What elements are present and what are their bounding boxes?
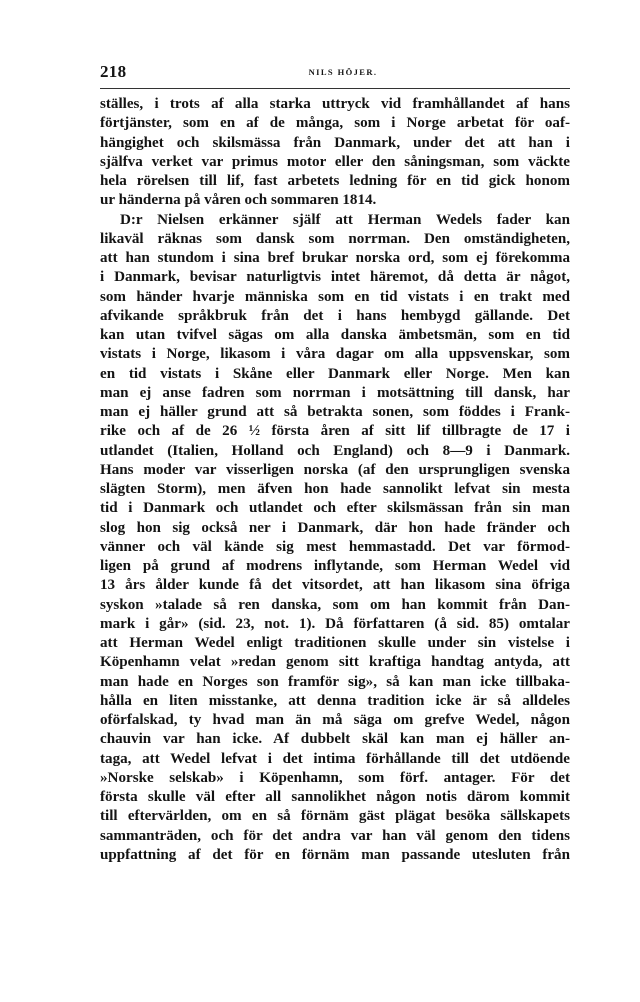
text-line: Hans moder var visserligen norska (af den ursprungligen svenska [100,461,570,478]
text-line: själfva verket var primus motor eller den såningsman, som väckte [100,153,570,170]
text-line: att Herman Wedel enligt traditionen skulle under sin vistelse i [100,635,570,651]
text-line: utlandet (Italien, Holland och England) och 8—9 i Danmark. [100,442,570,459]
running-head: NILS HÖJER. [308,67,378,77]
text-line: ur händerna på våren och sommaren 1814. [100,192,377,209]
text-line: »Norske selskab» i Köpenhamn, som förf. antager. För det [100,769,570,786]
text-line: förtjänster, som en af de många, som i Norge arbetat för oaf- [100,115,570,132]
text-line: hela rörelsen till lif, fast arbetets ledning för en tid gick honom [100,173,570,189]
text-line: vistats i Norge, likasom i våra dagar om alla uppsvenskar, som [100,346,570,363]
text-line: rike och af de 26 ½ första åren af sitt lif tillbragte de 17 i [100,423,570,440]
text-line: Köpenhamn velat »redan genom sitt kraftiga handtag antyda, att [100,654,570,671]
text-line: tid i Danmark och utlandet och efter skilsmässan från sin man [100,500,570,517]
text-line: taga, att Wedel lefvat i det intima förhållande till det utdöende [100,750,570,767]
text-line: första skulle väl efter all sannolikhet någon notis därom kommit [100,789,570,805]
text-line: i Danmark, bevisar naturligtvis intet häremot, då detta är något, [100,269,570,286]
text-line: D:r Nielsen erkänner själf att Herman Wedels fader kan [120,211,570,228]
text-line: att han stundom i sina bref brukar norska ord, som ej förekomma [100,250,570,266]
text-line: likaväl räknas som dansk som norrman. Den omständigheten, [100,230,570,247]
text-line: ligen på grund af modrens inflytande, som Herman Wedel vid [100,558,570,574]
text-line: mark i går» (sid. 23, not. 1). Då författaren (å sid. 85) omtalar [100,615,570,632]
text-line: hålla en liten misstanke, att denna tradition icke är så alldeles [100,692,570,709]
text-line: uppfattning af det för en förnäm man passande utesluten från [100,846,570,863]
text-line: 13 års ålder kunde få det vitsordet, att han likasom sina öfriga [100,577,570,594]
text-line: slog hon sig också ner i Danmark, där hon hade fränder och [100,519,570,536]
header-rule [100,88,570,89]
text-line: vänner och väl kände sig mest hemmastadd. Det var förmod- [100,538,570,555]
text-line: man hade en Norges son framför sig», så kan man icke tillbaka- [100,673,570,690]
text-line: oförfalskad, ty hvad man än må säga om grefve Wedel, någon [100,712,570,728]
text-line: en tid vistats i Skåne eller Danmark eller Norge. Men kan [100,365,570,382]
text-line: kan utan tvifvel sägas om alla danska ämbetsmän, som en tid [100,327,570,343]
text-line: som händer hvarje människa som en tid vistats i en trakt med [100,288,570,305]
text-line: ställes, i trots af alla starka uttryck vid framhållandet af hans [100,96,570,112]
text-line: chauvin var han icke. Af dubbelt skäl kan man ej häller an- [100,731,570,748]
page-number: 218 [100,62,127,81]
text-line: slägten Storm), men äfven hon hade sannolikt lefvat sin mesta [100,481,570,497]
text-line: sammanträden, och för det andra var han väl genom den tidens [100,827,570,844]
body-text [100,95,570,865]
text-line: till eftervärlden, om en så förnäm gäst plägat besöka sällskapets [100,808,570,825]
text-line: afvikande språkbruk från det i hans hembygd gällande. Det [100,307,570,324]
text-line: man ej anse fadren som norrman i motsättning till dansk, har [100,384,570,401]
text-line: man ej häller grund att så betrakta sonen, som föddes i Frank- [100,404,570,420]
text-line: syskon »talade så ren danska, som om han kommit från Dan- [100,596,570,613]
page-header [100,62,570,84]
text-line: hängighet och skilsmässa från Danmark, under det att han i [100,134,570,151]
